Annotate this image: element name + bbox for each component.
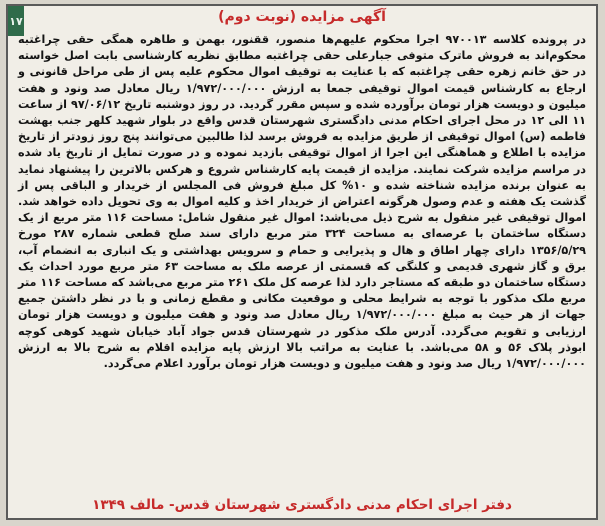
notice-clipping [6, 4, 598, 520]
notice-footer: دفتر اجرای احکام مدنی دادگستری شهرستان قدس- مالف ۱۳۴۹ [92, 497, 512, 513]
notice-body: در پرونده کلاسه ۹۷۰۰۱۳ اجرا محکوم علیهم‌ها منصور، ققنور، بهمن و طاهره همگی حقی چراغتبه محکوم‌اند به فروش ماترک متوفی جبارعلی حقی چراغتبه مطابق نظریه کارشناسی بابت اصل خواسته در حق خانم زهره حقی چراغتبه که با عنایت به توقیف اموال محکوم علیه پس از طی مراحل قانونی و ارجاع به کارشناس قیمت اموال توقیفی جمعا به ارزش ۱/۹۷۲/۰۰۰/۰۰۰ ریال معادل صد ونود و هفت میلیون و دویست هزار تومان برآورده شده و سپس مقرر گردید. در روز دوشنبه تاریخ ۹۷/۰۶/۱۲ از ساعت ۱۱ الی ۱۲ در محل اجرای احکام مدنی دادگستری شهرستان قدس واقع در بلوار شهید کلهر جنب بهشت فاطمه (س) اموال توقیفی از طریق مزایده به فروش برسد لذا طالبین می‌توانند پنج روز زودتر از تاریخ مزایده با اطلاع و هماهنگی این اجرا از اموال توقیفی بازدید نموده و در صورت تمایل از تاریخ یاد شده در مراسم مزایده شرکت نمایند. مزایده از قیمت پایه کارشناس شروع و هرکس بالاترین را پیشنهاد نماید به عنوان برنده مزایده شناخته شده و ۱۰% کل مبلغ فروش فی المجلس از خریدار و الباقی پس از گذشت یک هفته و عدم وصول هرگونه اعتراض از خریدار اخذ و کلیه اموال به وی تحویل داده خواهد شد. اموال توقیفی غیر منقول به شرح ذیل می‌باشد: اموال غیر منقول شامل: مساحت ۱۱۶ متر مربع از یک دستگاه ساختمان با عرصه‌ای به مساحت ۳۲۴ متر مربع دارای سند صلح قطعی شماره ۲۸۷ مورخ ۱۳۵۶/۵/۲۹ دارای چهار اطاق و هال و پذیرایی و حمام و سرویس بهداشتی و یک انباری به انضمام آب، برق و گاز شهری قدیمی و کلنگی که قسمتی از عرصه ملک به مساحت ۶۳ متر مربع مورد احداث یک دستگاه ساختمان دو طبقه که مستاجر دارد لذا عرصه کل ملک ۲۶۱ متر مربع می‌باشد که مساحت ۱۱۶ متر مربع ملک مذکور با توجه به شرایط محلی و موقعیت مکانی و مقطع زمانی و با در نظر داشتن جمیع جهات از هر حیث به مبلغ ۱/۹۷۲/۰۰۰/۰۰۰ ریال معادل صد ونود و هفت میلیون و دویست هزار تومان ارزیابی و تقویم می‌گردد. آدرس ملک مذکور در شهرستان قدس جواد آباد خیابان شهید کوهی کوچه ابوذر پلاک ۵۶ و ۵۸ می‌باشد. با عنایت به مراتب بالا ارزش پایه مزایده اقلام به شرح بالا به ارزش ۱/۹۷۲/۰۰۰/۰۰۰ ریال صد ونود و هفت میلیون و دویست هزار تومان برآورد اعلام می‌گردد. [18, 33, 587, 371]
notice-title: آگهی مزایده (نوبت دوم) [218, 9, 386, 25]
corner-mark: ۱۷ [8, 6, 24, 36]
